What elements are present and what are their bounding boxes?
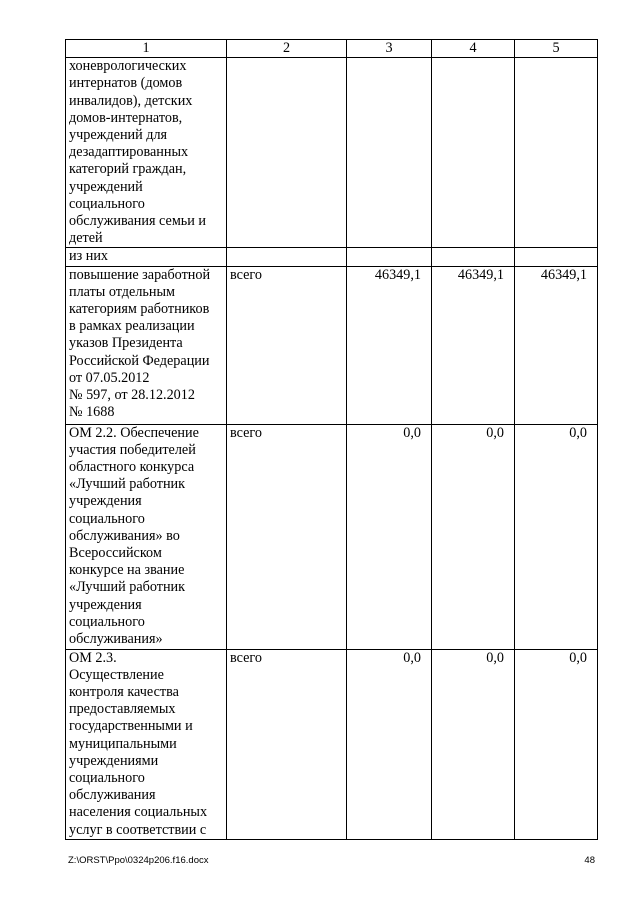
row-name-cell: ОМ 2.3. Осуществление контроля качества предоставляемых государственными и муниципальными учреждениями социального обслуживания населения социальных услуг в соответствии с [66,649,227,839]
footer-file-path: Z:\ORST\Ppo\0324p206.f16.docx [68,855,209,866]
row-source-cell: всего [227,649,347,839]
row-value-cell [432,248,515,266]
row-value-cell: 46349,1 [432,266,515,424]
row-value-cell: 0,0 [515,649,598,839]
row-value-cell: 0,0 [432,649,515,839]
table-row [66,424,598,649]
row-value-cell [347,58,432,248]
row-value-cell [347,248,432,266]
table-header-row [66,40,598,58]
table-row [66,248,598,266]
row-value-cell [432,58,515,248]
row-value-cell: 0,0 [432,424,515,649]
page-number: 48 [584,855,595,866]
row-name-cell: повышение заработной платы отдельным категориям работников в рамках реализации указов Президента Российской Федерации от 07.05.2012 № 597, от 28.12.2012 № 1688 [66,266,227,424]
row-value-cell: 0,0 [347,424,432,649]
row-value-cell: 0,0 [347,649,432,839]
row-source-cell [227,58,347,248]
budget-table [65,39,598,840]
header-cell-4: 4 [432,40,515,58]
row-source-cell [227,248,347,266]
row-value-cell [515,58,598,248]
row-source-cell: всего [227,266,347,424]
row-value-cell [515,248,598,266]
row-name-cell: из них [66,248,227,266]
row-source-cell: всего [227,424,347,649]
table-row [66,649,598,839]
header-cell-1: 1 [66,40,227,58]
table-row [66,266,598,424]
header-cell-3: 3 [347,40,432,58]
header-cell-2: 2 [227,40,347,58]
row-value-cell: 0,0 [515,424,598,649]
header-cell-5: 5 [515,40,598,58]
table-row [66,58,598,248]
row-value-cell: 46349,1 [515,266,598,424]
row-value-cell: 46349,1 [347,266,432,424]
row-name-cell: хоневрологических интернатов (домов инвалидов), детских домов-интернатов, учреждений для дезадаптированных категорий граждан, учреждений социального обслуживания семьи и детей [66,58,227,248]
row-name-cell: ОМ 2.2. Обеспечение участия победителей областного конкурса «Лучший работник учреждения социального обслуживания» во Всероссийском конкурсе на звание «Лучший работник учреждения социального обслуживания» [66,424,227,649]
